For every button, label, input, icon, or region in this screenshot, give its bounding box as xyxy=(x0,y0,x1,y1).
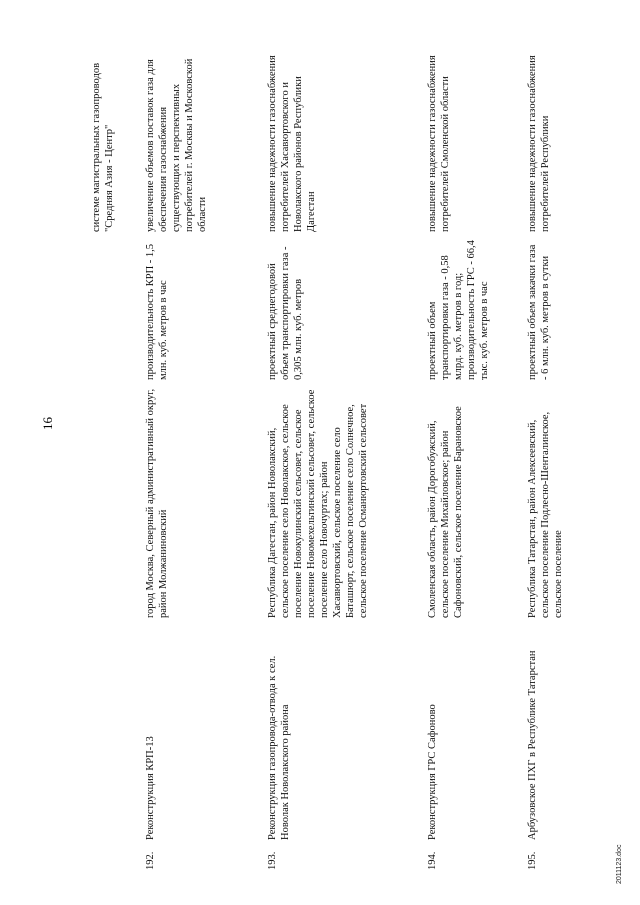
object-name: Арбузовское ПХГ в Республике Татарстан xyxy=(527,650,538,840)
goal-cell: системе магистральных газопроводов "Средняя Азия - Центр" xyxy=(91,62,115,232)
params-cell: производительность КРП - 1,5 млн. куб. метров в час xyxy=(145,243,169,380)
footer-filename: 2011123.doc xyxy=(616,844,623,884)
row-number: 193. xyxy=(267,851,278,870)
rotated-table xyxy=(90,40,610,870)
row-number: 194. xyxy=(427,851,438,870)
location-cell: Республика Татарстан, район Алексеевский, сельское поселение Подлесно-Шенталинское, сельское поселение xyxy=(527,411,564,618)
goal-cell: повышение надежности газоснабжения потребителей Республики xyxy=(527,55,551,232)
row-number: 195. xyxy=(527,851,538,870)
location-cell: город Москва, Северный административный округ, район Молжаниновский xyxy=(145,388,169,618)
row-number: 192. xyxy=(145,851,156,870)
goal-cell: повышение надежности газоснабжения потребителей Хасавюртовского и Новолакского районов Республики Дагестан xyxy=(267,55,317,232)
goal-cell: повышение надежности газоснабжения потребителей Смоленской области xyxy=(427,55,451,232)
params-cell: проектный объем закачки газа - 6 млн. куб. метров в сутки xyxy=(527,244,551,380)
location-cell: Республика Дагестан, район Новолакский, сельское поселение село Новолакское, сельское поселение Новокулинский сельсовет, сельское поселение Новомехельтинский сельсовет, сельское поселение село Новочуртах; район Хасавюртовский, сельское поселение село Баташюрт, сельское поселение село Солнечное, сельское поселение Османюртовский сельсовет xyxy=(267,389,369,618)
page-number: 16 xyxy=(40,417,55,430)
params-cell: проектный среднегодовой объем транспортировки газа - 0,305 млн. куб. метров xyxy=(267,246,304,380)
object-name: Реконструкция ГРС Сафоново xyxy=(427,704,438,840)
params-cell: проектный объем транспортировки газа - 0,58 млрд. куб. метров в год; производительность ГРС - 66,4 тыс. куб. метров в час xyxy=(427,240,490,380)
location-cell: Смоленская область, район Дорогобужский, сельское поселение Михайловское; район Сафоновский, сельское поселение Барановское xyxy=(427,406,464,618)
object-name: Реконструкция газопровода-отвода к сел. Новолак Новолакского района xyxy=(267,655,291,840)
object-name: Реконструкция КРП-13 xyxy=(145,736,156,840)
goal-cell: увеличение объемов поставок газа для обеспечения газоснабжения существующих и перспективных потребителей г. Москвы и Московской области xyxy=(145,58,208,232)
